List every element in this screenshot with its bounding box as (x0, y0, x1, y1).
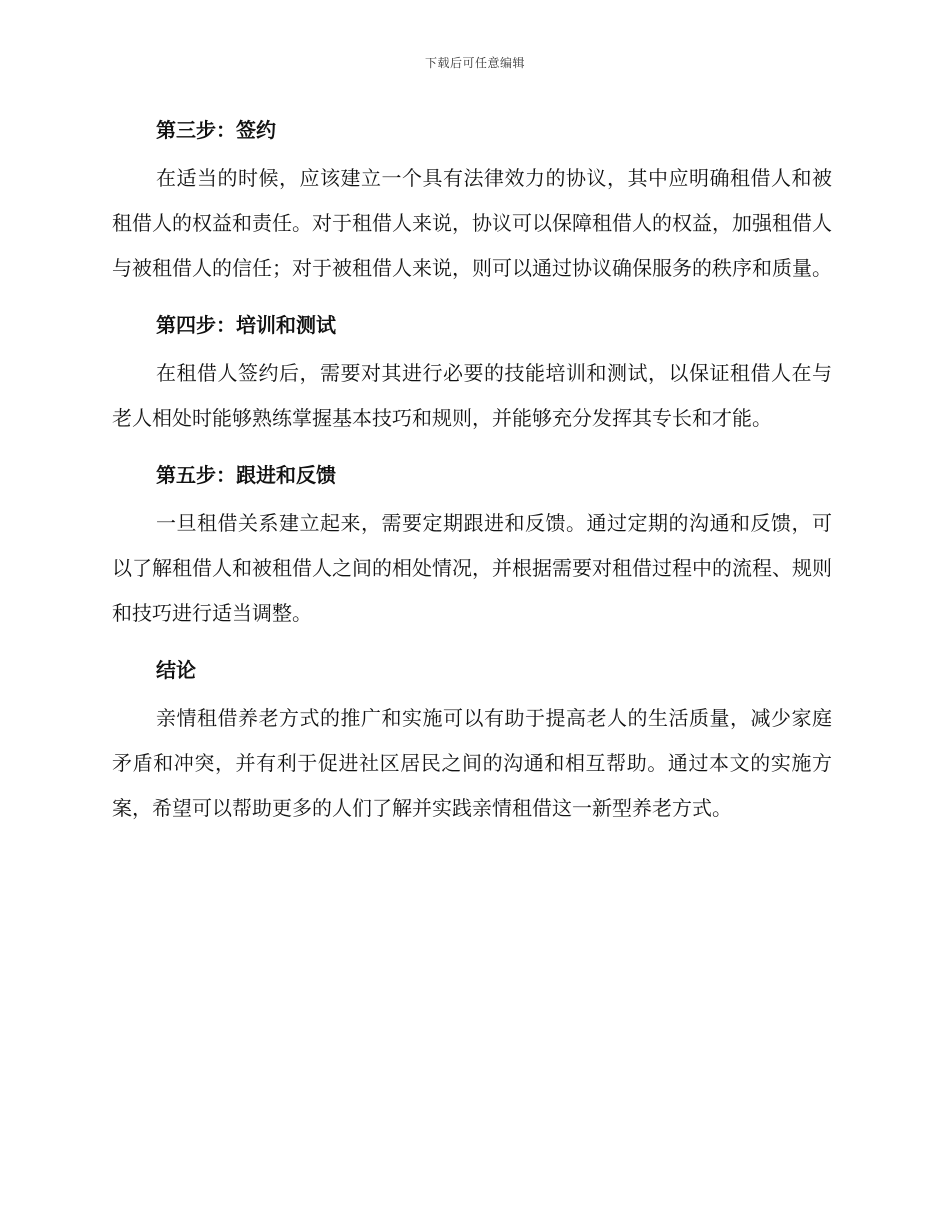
section-heading-step-four: 第四步：培训和测试 (156, 313, 336, 337)
section-heading-conclusion: 结论 (156, 658, 196, 682)
section-body-step-three: 在适当的时候，应该建立一个具有法律效力的协议，其中应明确租借人和被租借人的权益和责任。对于租借人来说，协议可以保障租借人的权益，加强租借人与被租借人的信任；对于被租借人来说，则可以通过协议确保服务的秩序和质量。 (112, 166, 832, 280)
section-body-step-four: 在租借人签约后，需要对其进行必要的技能培训和测试，以保证租借人在与老人相处时能够熟练掌握基本技巧和规则，并能够充分发挥其专长和才能。 (112, 361, 832, 430)
section-body-step-five: 一旦租借关系建立起来，需要定期跟进和反馈。通过定期的沟通和反馈，可以了解租借人和被租借人之间的相处情况，并根据需要对租借过程中的流程、规则和技巧进行适当调整。 (112, 511, 832, 625)
header-note: 下载后可任意编辑 (424, 56, 525, 70)
section-heading-step-five: 第五步：跟进和反馈 (156, 463, 336, 487)
section-body-conclusion: 亲情租借养老方式的推广和实施可以有助于提高老人的生活质量，减少家庭矛盾和冲突，并有利于促进社区居民之间的沟通和相互帮助。通过本文的实施方案，希望可以帮助更多的人们了解并实践亲情租借这一新型养老方式。 (112, 706, 832, 820)
section-heading-step-three: 第三步：签约 (156, 118, 276, 142)
document-content (112, 108, 832, 831)
